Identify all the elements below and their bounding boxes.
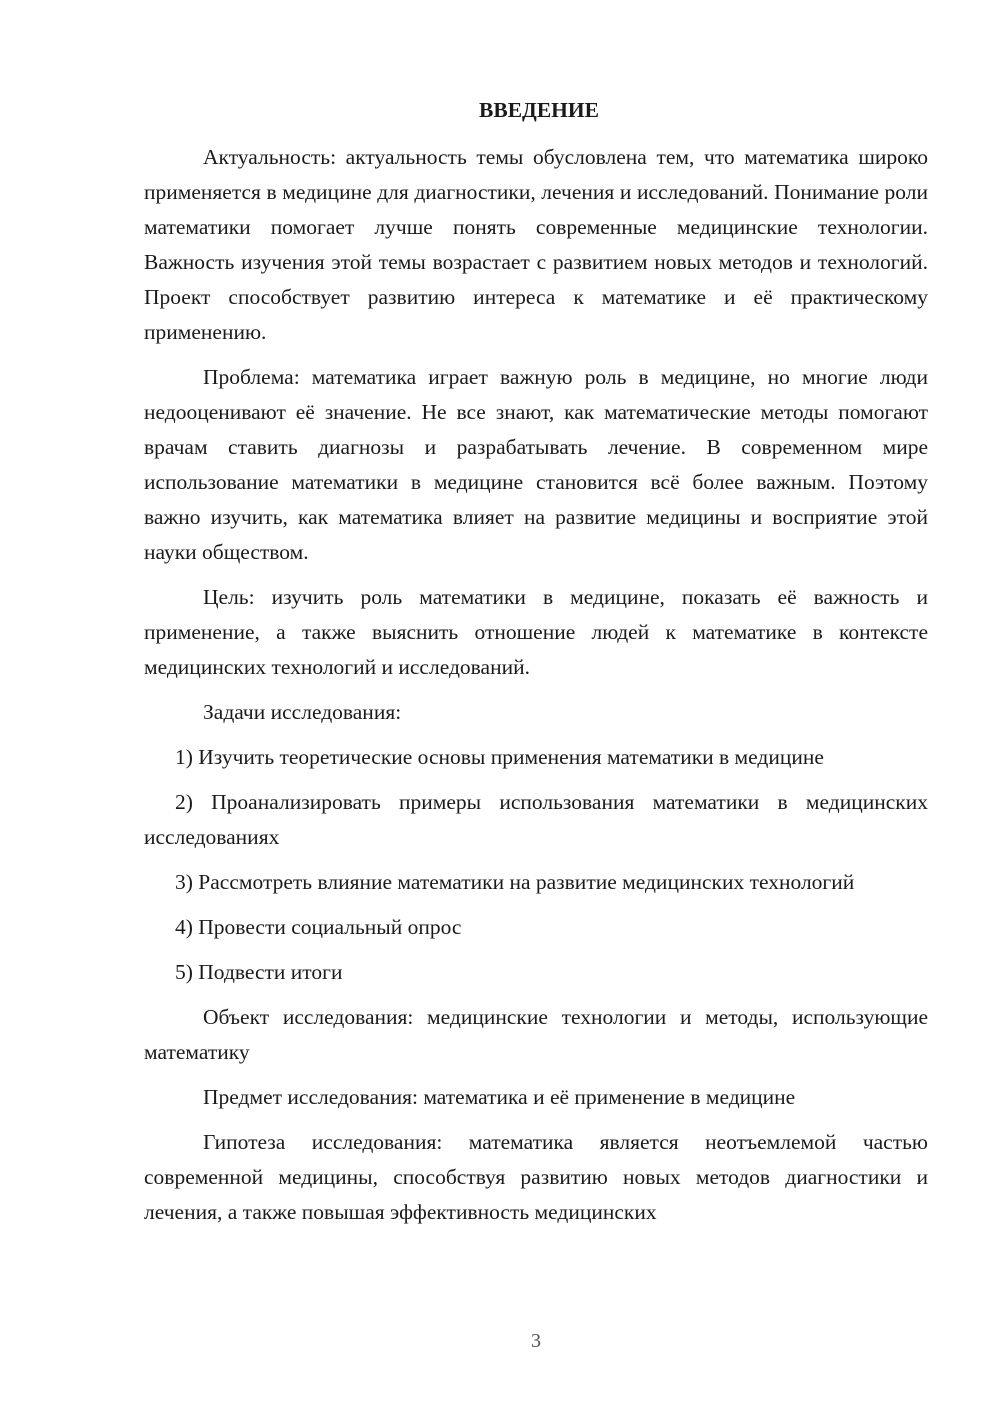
- task-item-1: 1) Изучить теоретические основы применения математики в медицине: [175, 745, 824, 769]
- paragraph-object: Объект исследования: медицинские технологии и методы, использующие математику: [144, 1005, 928, 1064]
- page-content: [144, 93, 928, 1240]
- task-item-2: 2) Проанализировать примеры использования математики в медицинских исследованиях: [144, 790, 928, 849]
- paragraph-hypothesis: Гипотеза исследования: математика является неотъемлемой частью современной медицины, способствуя развитию новых методов диагностики и лечения, а также повышая эффективность медицинских: [144, 1130, 928, 1224]
- page-number: 3: [531, 1330, 541, 1352]
- tasks-heading: Задачи исследования:: [203, 700, 402, 724]
- paragraph-problem: Проблема: математика играет важную роль в медицине, но многие люди недооценивают её значение. Не все знают, как математические методы помогают врачам ставить диагнозы и разрабатывать лечение. В современном мире использование математики в медицине становится всё более важным. Поэтому важно изучить, как математика влияет на развитие медицины и восприятие этой науки обществом.: [144, 365, 928, 564]
- task-item-4: 4) Провести социальный опрос: [175, 915, 462, 939]
- paragraph-subject: Предмет исследования: математика и её применение в медицине: [203, 1085, 796, 1109]
- section-heading: ВВЕДЕНИЕ: [479, 98, 599, 122]
- task-item-5: 5) Подвести итоги: [175, 960, 343, 984]
- task-item-3: 3) Рассмотреть влияние математики на развитие медицинских технологий: [175, 870, 855, 894]
- paragraph-goal: Цель: изучить роль математики в медицине, показать её важность и применение, а также выяснить отношение людей к математике в контексте медицинских технологий и исследований.: [144, 585, 928, 679]
- paragraph-relevance: Актуальность: актуальность темы обусловлена тем, что математика широко применяется в медицине для диагностики, лечения и исследований. Понимание роли математики помогает лучше понять современные медицинские технологии. Важность изучения этой темы возрастает с развитием новых методов и технологий. Проект способствует развитию интереса к математике и её практическому применению.: [144, 145, 928, 344]
